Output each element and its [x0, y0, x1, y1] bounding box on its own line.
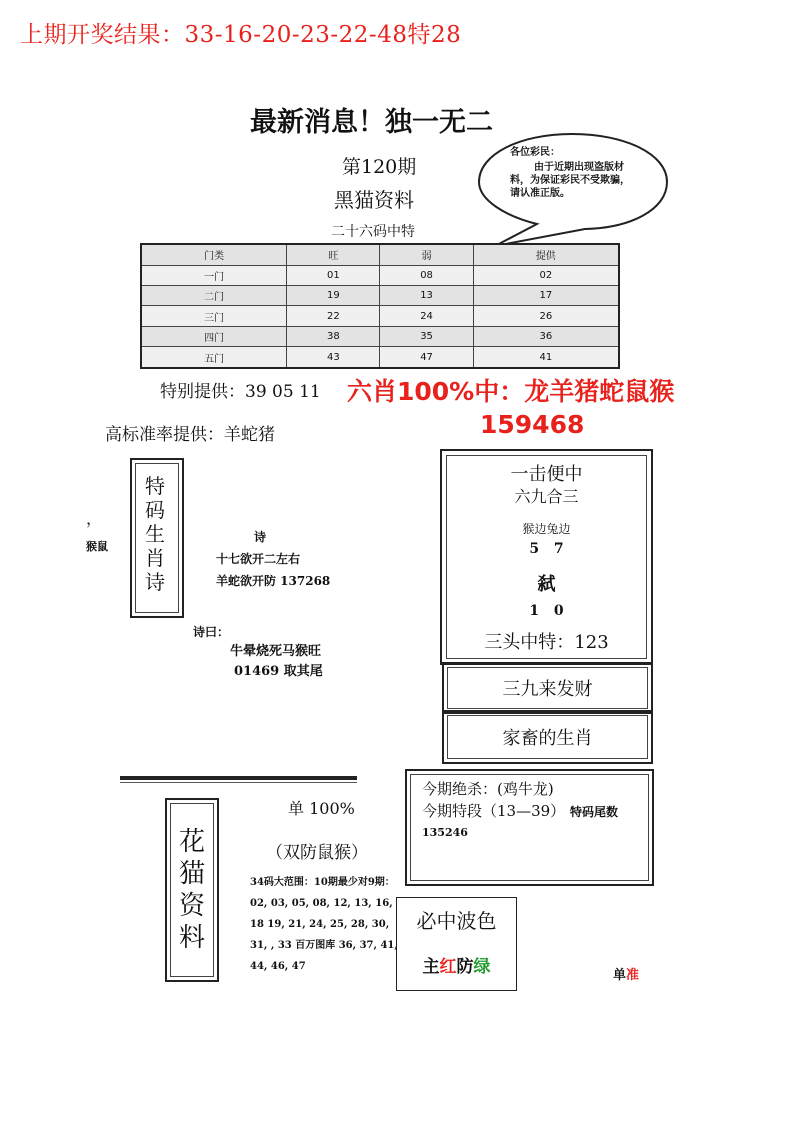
double-defense: （双防鼠猴） — [266, 843, 368, 863]
table-cell: 一门 — [141, 265, 287, 285]
win-kill-char: 弑 — [537, 574, 556, 595]
table-cell: 35 — [380, 326, 473, 346]
flower-title: 花猫资料 — [178, 827, 205, 953]
wave-red: 红 — [439, 957, 457, 977]
single-accurate — [613, 964, 639, 983]
table-cell: 36 — [473, 326, 619, 346]
kill-tail-label: 特码尾数 — [569, 805, 618, 819]
range-head: 34码大范围：10期最少对9期： — [250, 877, 395, 888]
poem-label: 诗 — [254, 530, 267, 544]
kill-line — [422, 800, 618, 821]
poem-line: 十七欲开二左右 — [216, 552, 301, 566]
table-cell: 五门 — [141, 347, 287, 368]
table-cell: 43 — [287, 347, 380, 368]
table-cell: 26 — [473, 306, 619, 326]
bubble-title: 各位彩民： — [510, 147, 560, 158]
table-row — [141, 347, 619, 368]
poem-line: 羊蛇欲开防 137268 — [216, 574, 331, 588]
kill-number: 135246 — [422, 826, 468, 839]
wave-title: 必中波色 — [416, 909, 497, 933]
table-cell: 17 — [473, 285, 619, 305]
headline: 最新消息！独一无二 — [250, 107, 493, 138]
table-cell: 41 — [473, 347, 619, 368]
poem-line: 牛晕烧死马猴旺 — [230, 644, 322, 659]
fortune-text: 三九来发财 — [447, 667, 648, 709]
win-head-pick: 三头中特：123 — [484, 632, 609, 653]
wave-subtitle — [396, 952, 517, 977]
kill-range: 今期特段（13—39） — [422, 802, 566, 820]
poem-title: 特码生肖诗 — [145, 474, 165, 594]
bubble-text — [510, 146, 635, 200]
win-title: 一击便中 — [510, 464, 583, 485]
table-row — [141, 285, 619, 305]
monkey-rat-label: 猴鼠 — [86, 540, 108, 553]
poem-said-label: 诗曰： — [193, 625, 230, 639]
table-header: 提供 — [473, 244, 619, 265]
table-cell: 三门 — [141, 306, 287, 326]
table-cell: 二门 — [141, 285, 287, 305]
single-100: 单 100% — [288, 799, 355, 818]
table-caption: 二十六码中特 — [331, 224, 415, 240]
accurate-label: 准 — [626, 968, 640, 983]
table-cell: 13 — [380, 285, 473, 305]
fortune-box — [442, 662, 653, 714]
range-text — [250, 872, 398, 977]
win-subtitle: 六九合三 — [514, 487, 579, 506]
livestock-box — [442, 710, 653, 764]
table-header-row — [141, 244, 619, 265]
table-row — [141, 306, 619, 326]
table-row — [141, 326, 619, 346]
win-numbers: 1 0 — [529, 603, 564, 619]
bubble-body: 由于近期出现盗版材料，为保证彩民不受欺骗，请认准正版。 — [510, 162, 630, 199]
wave-defend: 防 — [456, 957, 474, 977]
table-cell: 47 — [380, 347, 473, 368]
range-numbers: 02, 03, 05, 08, 12, 13, 16, 18 19, 21, 24, 25, 28, 30, 31, , 33 百万图库 36, 37, 41, 44, 46, 47 — [250, 898, 398, 972]
table-header: 门类 — [141, 244, 287, 265]
high-standard-pick: 高标准率提供：羊蛇猪 — [105, 425, 275, 445]
win-numbers: 5 7 — [529, 541, 564, 557]
special-offer: 特别提供：39 05 11 — [160, 382, 321, 402]
table-cell: 19 — [287, 285, 380, 305]
wave-main: 主 — [422, 957, 440, 977]
comma-mark: ， — [86, 509, 103, 528]
table-cell: 四门 — [141, 326, 287, 346]
six-zodiac-pick: 六肖100%中：龙羊猪蛇鼠猴 — [347, 377, 675, 406]
table-header: 旺 — [287, 244, 380, 265]
table-header: 弱 — [380, 244, 473, 265]
divider — [120, 782, 357, 783]
table-row — [141, 265, 619, 285]
poem-line: 01469 取其尾 — [234, 664, 323, 679]
table-cell: 02 — [473, 265, 619, 285]
wave-green: 绿 — [473, 957, 491, 977]
table-cell: 01 — [287, 265, 380, 285]
last-result-banner: 上期开奖结果：33-16-20-23-22-48特28 — [20, 22, 462, 48]
issue-number: 第120期 — [342, 156, 417, 178]
black-cat-title: 黑猫资料 — [334, 188, 414, 212]
single-label: 单 — [613, 968, 627, 983]
divider — [120, 776, 357, 780]
number-table — [140, 243, 620, 369]
table-cell: 22 — [287, 306, 380, 326]
table-cell: 08 — [380, 265, 473, 285]
livestock-text: 家畜的生肖 — [447, 715, 648, 759]
win-side-hint: 猴边兔边 — [522, 522, 571, 536]
table-cell: 38 — [287, 326, 380, 346]
six-zodiac-numbers: 159468 — [480, 410, 585, 439]
table-cell: 24 — [380, 306, 473, 326]
kill-line: 今期绝杀：(鸡牛龙) — [422, 780, 554, 798]
